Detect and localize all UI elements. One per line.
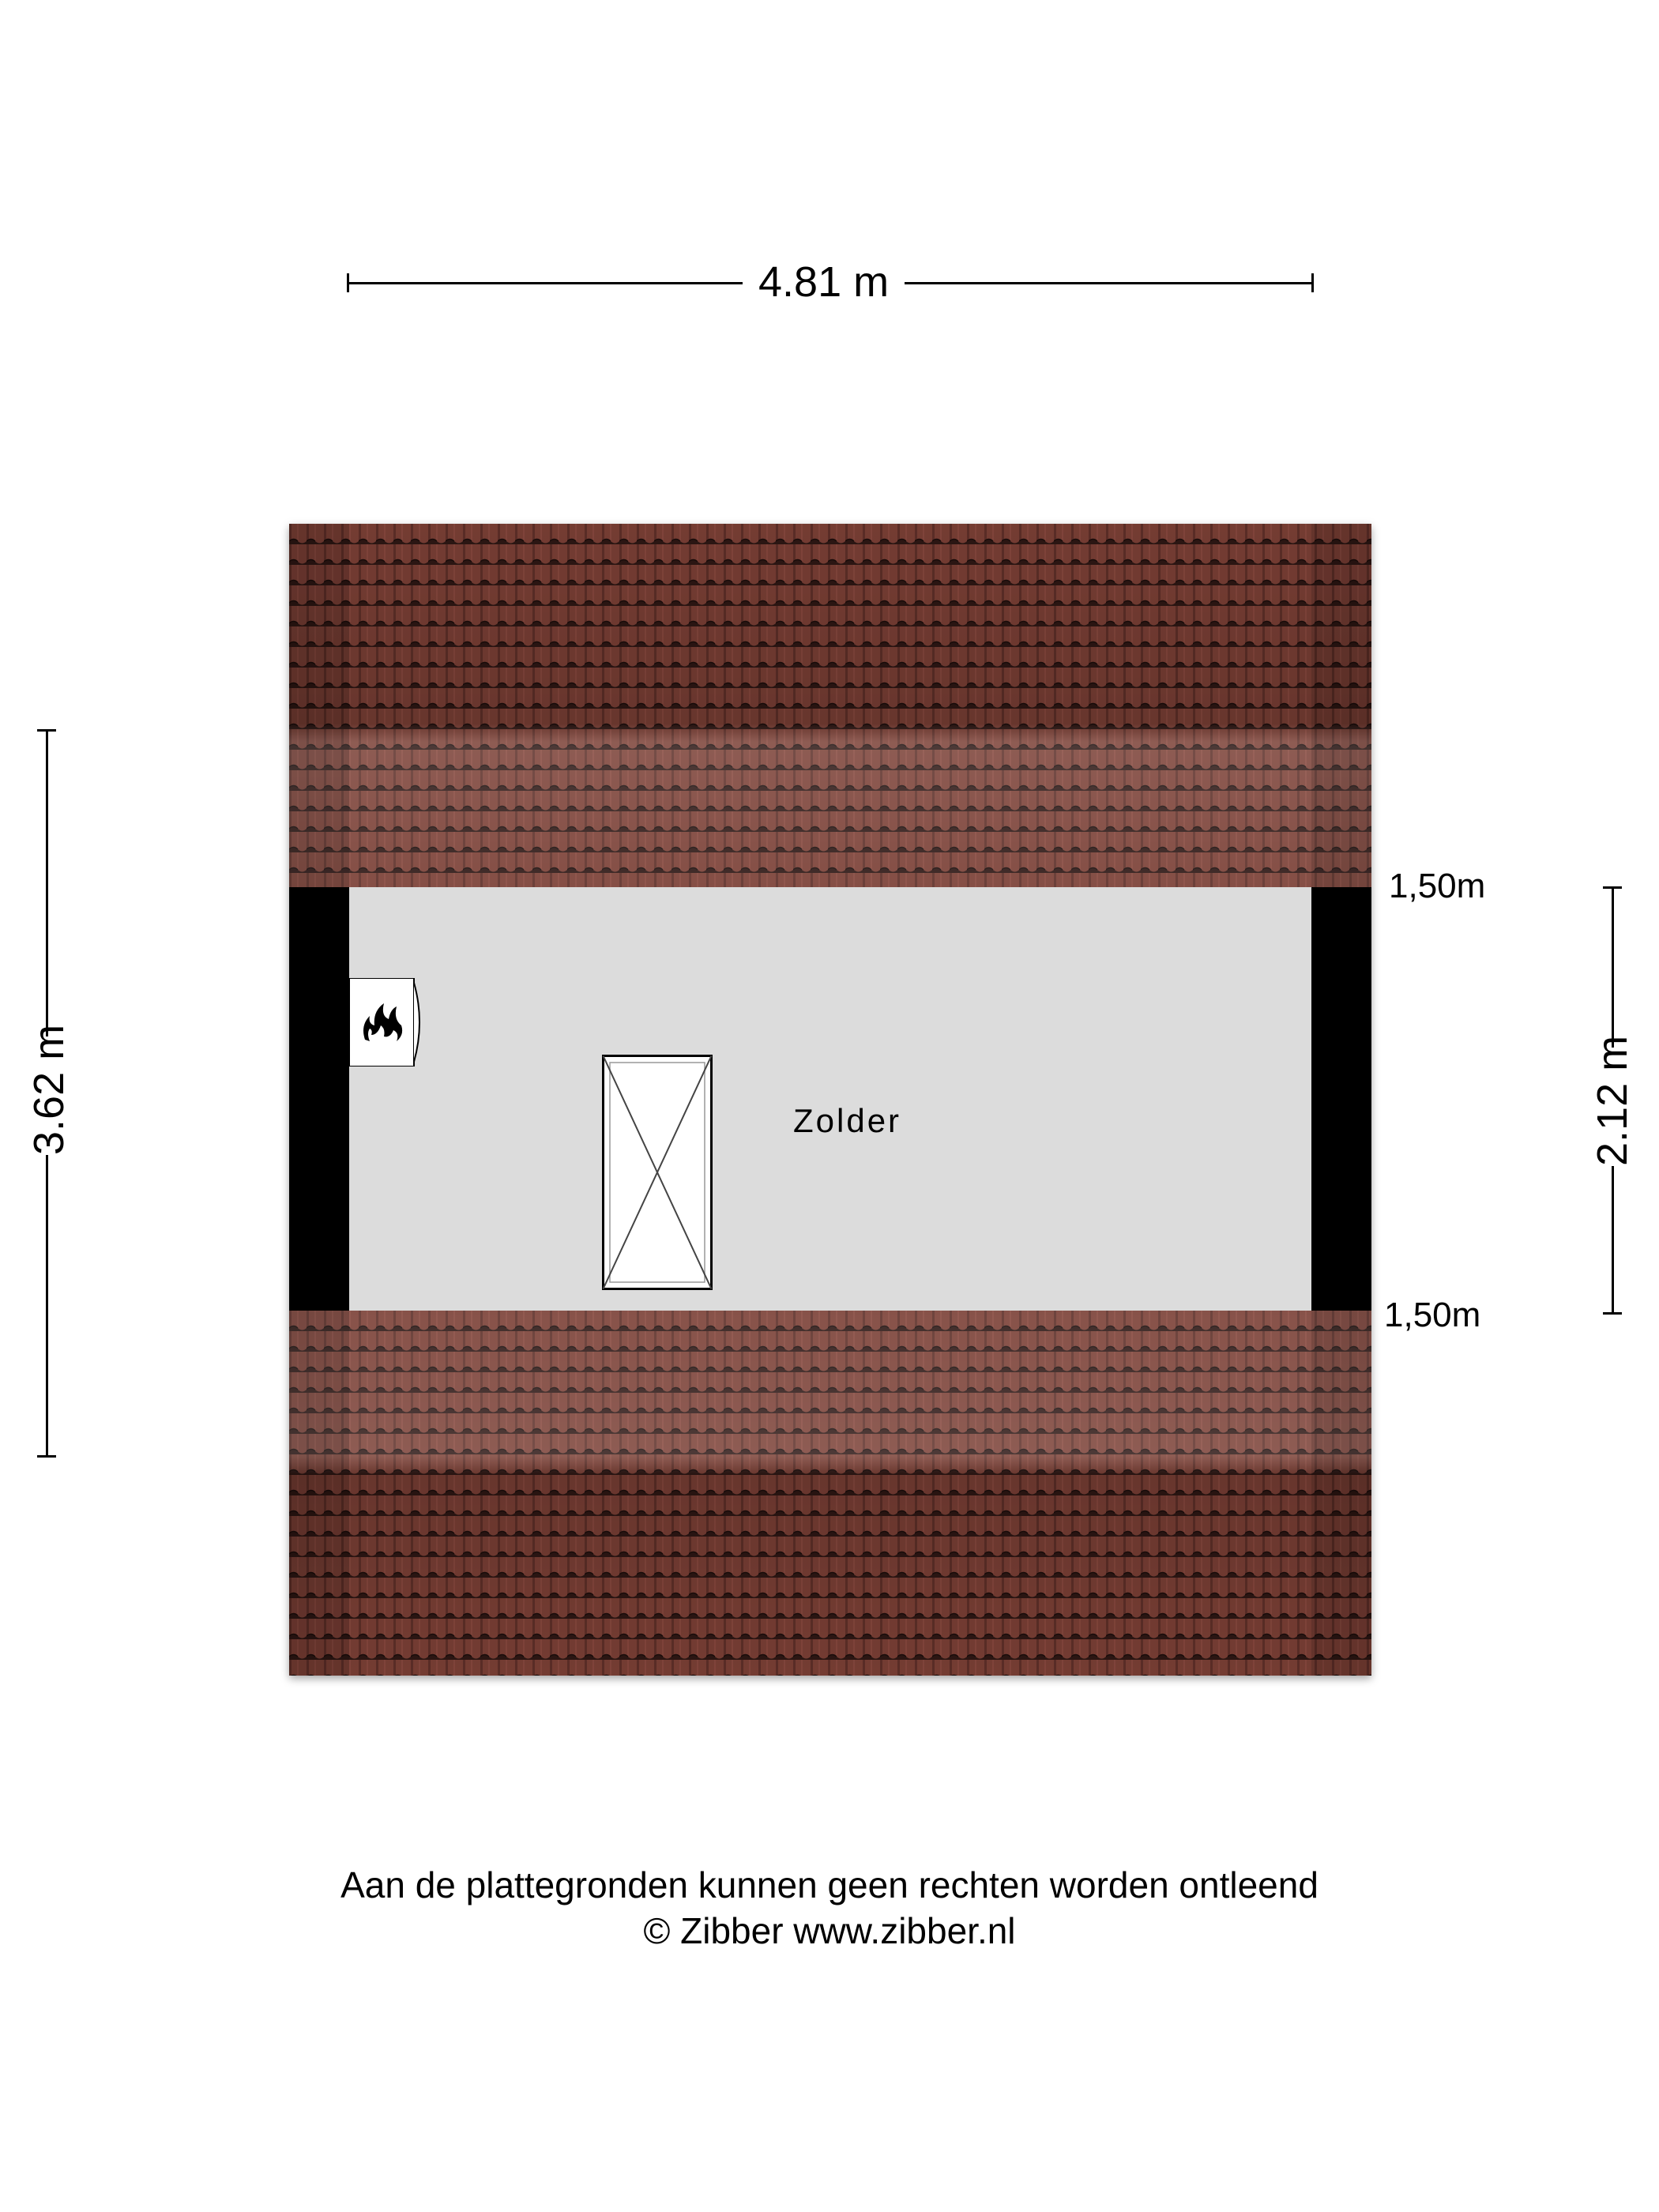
width-label: 4.81 m (743, 261, 905, 303)
attic-floor (289, 887, 1371, 1311)
fire-icon (349, 978, 420, 1066)
disclaimer-text: Aan de plattegronden kunnen geen rechten worden ontleend (340, 1864, 1319, 1905)
height-label: 3.62 m (21, 1036, 77, 1155)
footer (0, 1862, 1659, 1954)
knee-wall-top-label: 1,50m (1389, 867, 1486, 905)
stair-opening (602, 1055, 713, 1290)
copyright-link[interactable]: © Zibber www.zibber.nl (643, 1910, 1016, 1951)
knee-wall-right (1311, 887, 1371, 1311)
floor-plan (289, 524, 1371, 1676)
knee-height-label: 2.12 m (1585, 1048, 1640, 1166)
knee-wall-left (289, 887, 349, 1311)
knee-wall-bottom-label: 1,50m (1384, 1296, 1481, 1334)
room-label: Zolder (793, 1102, 902, 1139)
roof-top (289, 524, 1371, 887)
roof-bottom (289, 1311, 1371, 1676)
